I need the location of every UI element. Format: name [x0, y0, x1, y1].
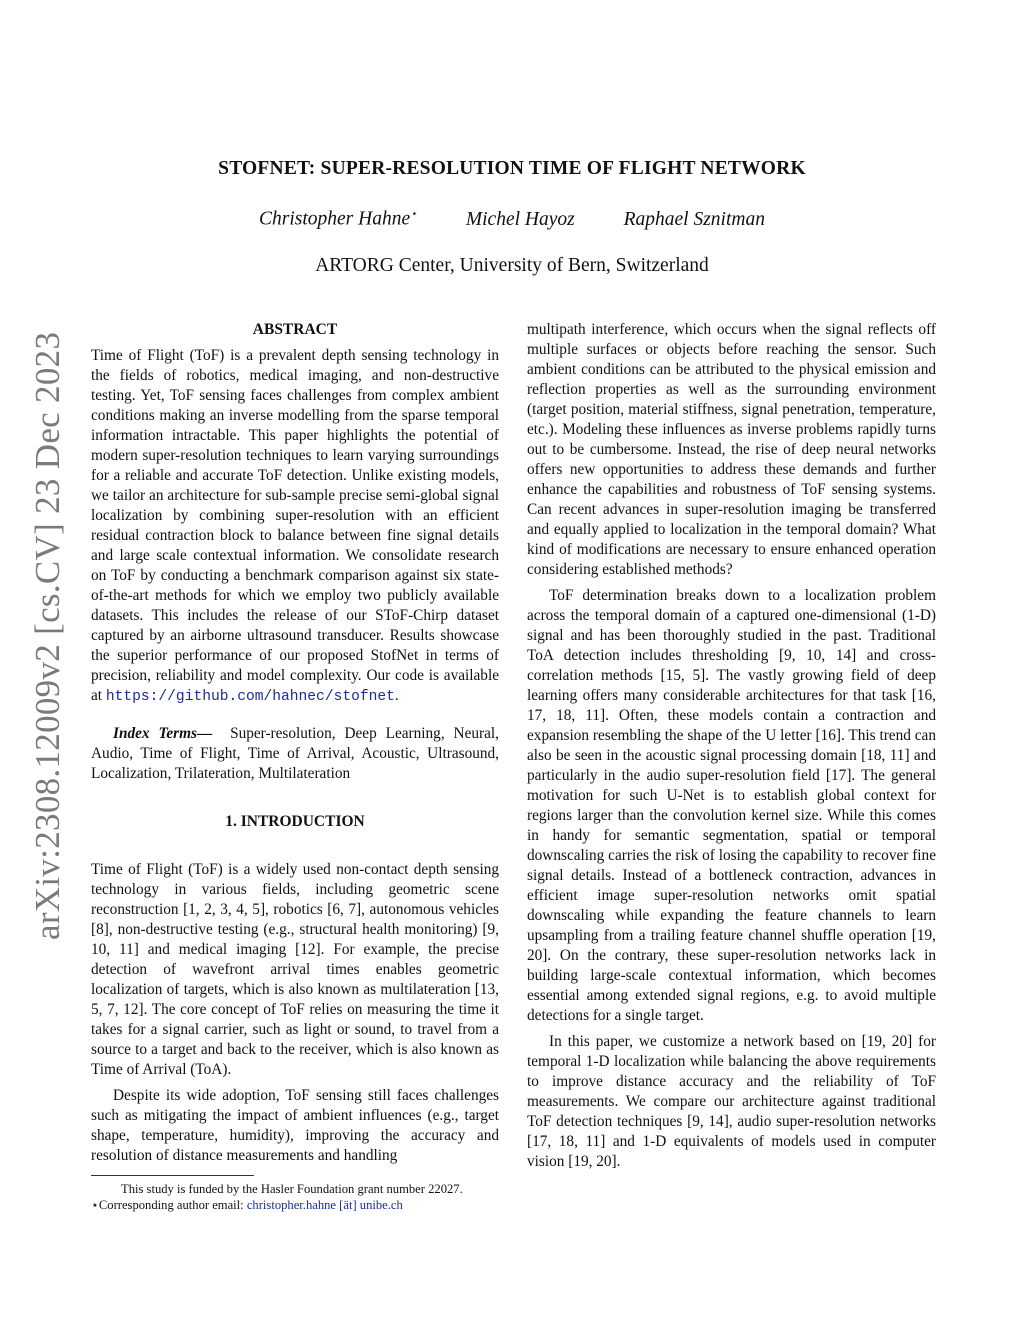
author-2	[466, 209, 575, 231]
right-paragraph-3: In this paper, we customize a network based on [19, 20] for temporal 1-D localization while balancing the above requirements to improve distance accuracy and the reliability of ToF measurements. We compare our architecture against traditional ToF detection techniques [9, 14], audio super-resolution networks [17, 18, 11] and 1-D equivalents of models used in computer vision [19, 20].	[527, 1033, 936, 1170]
index-terms-text: Super-resolution, Deep Learning, Neural, Audio, Time of Flight, Time of Arrival, Acoustic, Ultrasound, Localization, Trilateration, Multilateration	[91, 725, 499, 782]
corresponding-prefix: ⋆Corresponding author email:	[91, 1198, 247, 1212]
introduction-heading: 1. INTRODUCTION	[225, 813, 365, 830]
author-2-name: Michel Hayoz	[465, 208, 575, 230]
index-terms-label: Index Terms—	[113, 725, 213, 742]
index-terms	[91, 724, 499, 784]
email-link[interactable]: christopher.hahne [ät] unibe.ch	[246, 1198, 403, 1212]
left-column	[91, 320, 499, 1166]
author-1	[259, 207, 417, 231]
code-link[interactable]: https://github.com/hahnec/stofnet	[105, 689, 395, 705]
author-3-name: Raphael Sznitman	[623, 208, 765, 230]
affiliation: ARTORG Center, University of Bern, Switzerland	[315, 255, 709, 276]
author-1-mark: ⋆	[410, 208, 418, 220]
funding-footnote: This study is funded by the Hasler Foundation grant number 22027.	[121, 1182, 463, 1196]
author-1-name: Christopher Hahne	[259, 208, 411, 230]
abstract-text	[91, 346, 499, 707]
intro-paragraph-1: Time of Flight (ToF) is a widely used non-contact depth sensing technology in various fields, including geometric scene reconstruction [1, 2, 3, 4, 5], robotics [6, 7], autonomous vehicles [8], non-destructive testing (e.g., structural health monitoring) [9, 10, 11] and medical imaging [12]. For example, the precise detection of wavefront arrival times enables geometric localization of targets, which is also known as multilateration [13, 5, 7, 12]. The core concept of ToF relies on measuring the time it takes for a signal carrier, such as light or sound, to travel from a source to a target and back to the receiver, which is also known as Time of Arrival (ToA).	[91, 861, 499, 1078]
author-list	[0, 207, 1024, 231]
abstract-period: .	[394, 687, 399, 704]
paper-title: STOFNET: SUPER-RESOLUTION TIME OF FLIGHT NETWORK	[218, 158, 806, 179]
author-3	[624, 209, 765, 231]
footnotes	[91, 1181, 499, 1213]
right-paragraph-1: multipath interference, which occurs when the signal reflects off multiple surfaces or objects before reaching the sensor. Such ambient conditions can be attributed to the physical emission and reflection properties as well as the surrounding environment (target position, material stiffness, signal penetration, temperature, etc.). Modeling these influences as inverse problems rapidly turns out to be cumbersome. Instead, the rise of deep neural networks offers new opportunities to address these demands and further enhance the capabilities and robustness of ToF sensing systems. Can recent advances in super-resolution imaging be transferred and equally applied to localization in the temporal domain? What kind of modifications are necessary to ensure enhanced operation considering established methods?	[527, 321, 936, 578]
right-paragraph-2: ToF determination breaks down to a localization problem across the temporal domain of a captured one-dimensional (1-D) signal and has been thoroughly studied in the past. Traditional ToA detection includes thresholding [9, 10, 14] and cross-correlation methods [15, 5]. The vastly growing field of deep learning offers many considerable architectures for that task [16, 17, 18, 11]. Often, these models contain a contraction and expansion resembling the shape of the U letter [16]. This trend can also be seen in the acoustic signal processing domain [18, 11] and particularly in the audio super-resolution field [17]. The general motivation for such U-Net is to establish global context for regions larger than the convolution kernel size. While this comes in handy for semantic segmentation, spatial or temporal downscaling carries the risk of losing the capability to recover fine signal details. Instead of a bottleneck contraction, advances in efficient image super-resolution networks omit spatial downscaling while expanding the feature channels to learn upsampling from a trailing feature channel shuffle operation [19, 20]. On the contrary, these super-resolution networks lack in building large-scale contextual information, which becomes essential among extended signal regions, e.g. to avoid multiple detections for a single target.	[527, 587, 936, 1024]
footnote-divider	[91, 1175, 254, 1176]
right-column	[527, 320, 936, 1172]
abstract-body: Time of Flight (ToF) is a prevalent depth sensing technology in the fields of robotics, medical imaging, and non-destructive testing. Yet, ToF sensing faces challenges from complex ambient conditions making an inverse modelling from the sparse temporal information intractable. This paper highlights the potential of modern super-resolution techniques to learn varying surroundings for a reliable and accurate ToF detection. Unlike existing models, we tailor an architecture for sub-sample precise semi-global signal localization by combining super-resolution with an efficient residual contraction block to balance between fine signal details and large scale contextual information. We consolidate research on ToF by conducting a benchmark comparison against six state-of-the-art methods for which we employ two publicly available datasets. This includes the release of our SToF-Chirp dataset captured by an airborne ultrasound transducer. Results showcase the superior performance of our proposed StofNet in terms of precision, reliability and model complexity. Our code is available at	[91, 347, 499, 704]
corresponding-footnote	[91, 1197, 499, 1213]
abstract-heading: ABSTRACT	[252, 321, 338, 338]
intro-paragraph-2: Despite its wide adoption, ToF sensing still faces challenges such as mitigating the impact of ambient influences (e.g., target shape, temperature, humidity), improving the accuracy and resolution of distance measurements and handling	[91, 1087, 499, 1164]
arxiv-identifier: arXiv:2308.12009v2 [cs.CV] 23 Dec 2023	[28, 331, 67, 940]
